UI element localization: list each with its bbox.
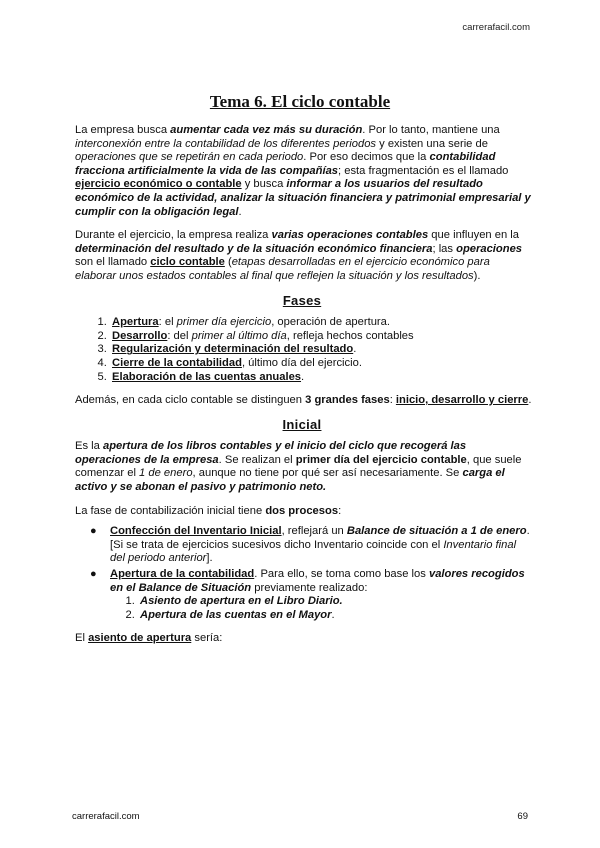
paragraph-procesos: La fase de contabilización inicial tiene dos procesos: bbox=[75, 504, 342, 517]
bullet-icon: ● bbox=[90, 568, 97, 581]
page-title: Tema 6. El ciclo contable bbox=[209, 92, 391, 111]
paragraph-apertura: Es la apertura de los libros contables y el inicio del ciclo que recogerá las operaciones de la empresa. Se realizan el primer día del ejercicio contable, que suele comenzar el 1 de enero, aunque no tiene por qué ser así necesariamente. Se carga el activo y se abonan el pasivo y patrimonio neto. bbox=[75, 440, 522, 494]
document-body bbox=[72, 124, 532, 656]
list-item: 5. Elaboración de las cuentas anuales. bbox=[110, 371, 532, 385]
paragraph-intro: La empresa busca aumentar cada vez más su duración. Por lo tanto, mantiene una interconexión entre la contabilidad de los diferentes periodos y existen una serie de operaciones que se repetirán en cada periodo. Por eso decimos que la contabilidad fracciona artificialmente la vida de las compañías; esta fragmentación es el llamado ejercicio económico o contable y busca informar a los usuarios del resultado económico de la actividad, analizar la situación financiera y patrimonial empresarial y cumplir con la obligación legal. bbox=[75, 124, 531, 218]
list-item: 1. Apertura: el primer día ejercicio, operación de apertura. bbox=[110, 316, 532, 330]
fases-list bbox=[72, 316, 532, 384]
footer-site-name: carrerafacil.com bbox=[72, 811, 140, 822]
header-site-name: carrerafacil.com bbox=[462, 22, 530, 33]
page-number: 69 bbox=[517, 811, 528, 822]
list-item: ● Apertura de la contabilidad. Para ello, se toma como base los valores recogidos en el Balance de Situación previamente realizado: 1. Asiento de apertura en el Libro Diario. 2. Apertura de las cuentas en el Mayor. bbox=[110, 568, 532, 622]
sublist bbox=[110, 595, 532, 622]
list-item: 2. Desarrollo: del primer al último día, refleja hechos contables bbox=[110, 330, 532, 344]
paragraph-grandes-fases: Además, en cada ciclo contable se distinguen 3 grandes fases: inicio, desarrollo y cierre. bbox=[75, 394, 532, 407]
procesos-list bbox=[72, 525, 532, 622]
section-heading-inicial: Inicial bbox=[282, 416, 322, 432]
paragraph-asiento: El asiento de apertura sería: bbox=[75, 632, 223, 645]
bullet-icon: ● bbox=[90, 525, 97, 538]
list-item: 4. Cierre de la contabilidad, último día del ejercicio. bbox=[110, 357, 532, 371]
list-item: 3. Regularización y determinación del resultado. bbox=[110, 343, 532, 357]
list-item: ● Confección del Inventario Inicial, reflejará un Balance de situación a 1 de enero. [Si se trata de ejercicios sucesivos dicho Inventario coincide con el Inventario final del periodo anterior]. bbox=[90, 525, 530, 565]
paragraph-ciclo: Durante el ejercicio, la empresa realiza varias operaciones contables que influyen en la determinación del resultado y de la situación económico financiera; las operaciones son el llamado ciclo contable (etapas desarrolladas en el ejercicio económico para elaborar unos estados contables al final que reflejen la situación y los resultados). bbox=[75, 229, 523, 282]
list-item: 2. Apertura de las cuentas en el Mayor. bbox=[138, 609, 532, 623]
section-heading-fases: Fases bbox=[282, 292, 322, 308]
list-item: 1. Asiento de apertura en el Libro Diario. bbox=[138, 595, 532, 609]
